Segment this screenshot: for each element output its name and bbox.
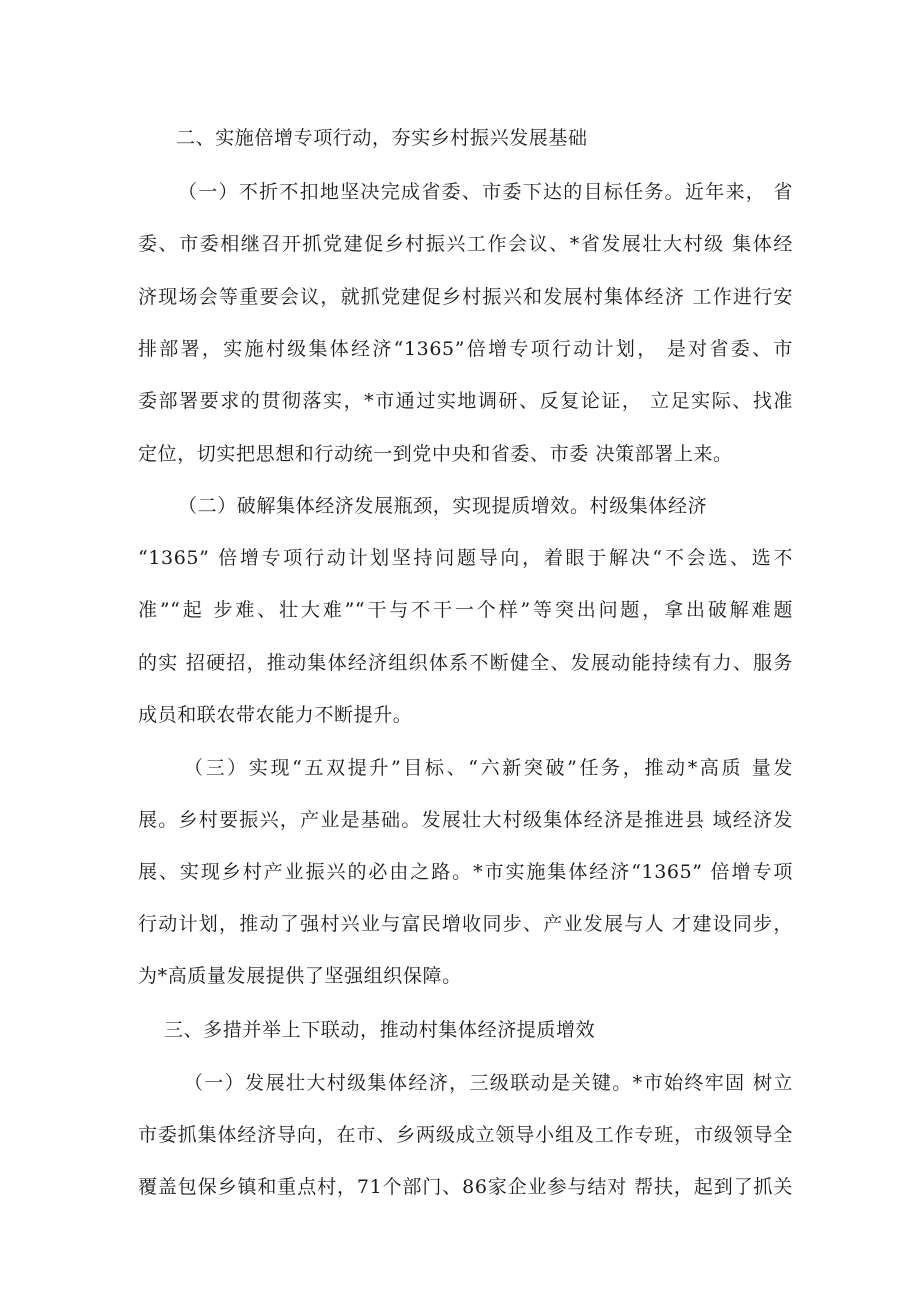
paragraph-line: （一）发展壮大村级集体经济，三级联动是关键。*市始终牢固 树立: [184, 1072, 793, 1094]
section-heading-3: 三、多措并举上下联动，推动村集体经济提质增效: [164, 1019, 596, 1041]
paragraph-line: 准”“起 步难、壮大难”“干与不干一个样”等突出问题，拿出破解难题: [138, 599, 793, 621]
paragraph-line: 市委抓集体经济导向，在市、乡两级成立领导小组及工作专班，市级领导全: [138, 1124, 793, 1146]
paragraph-line: 的实 招硬招，推动集体经济组织体系不断健全、发展动能持续有力、服务: [138, 652, 793, 674]
paragraph-line: 委部署要求的贯彻落实，*市通过实地调研、反复论证， 立足实际、找准: [138, 390, 793, 412]
paragraph-line: 定位，切实把思想和行动统一到党中央和省委、市委 决策部署上来。: [138, 443, 733, 465]
paragraph-line: 成员和联农带农能力不断提升。: [138, 704, 413, 726]
paragraph-line: 济现场会等重要会议，就抓党建促乡村振兴和发展村集体经济 工作进行安: [138, 286, 793, 308]
paragraph-line: （三）实现“五双提升”目标、“六新突破”任务，推动*高质 量发: [184, 757, 793, 779]
paragraph-line: 排部署，实施村级集体经济“1365”倍增专项行动计划， 是对省委、市: [138, 338, 793, 360]
paragraph-line: “1365” 倍增专项行动计划坚持问题导向，着眼于解决“不会选、选不: [138, 547, 793, 569]
paragraph-line: 行动计划，推动了强村兴业与富民增收同步、产业发展与人 才建设同步，: [138, 913, 793, 935]
paragraph-line: 展。乡村要振兴，产业是基础。发展壮大村级集体经济是推进县 域经济发: [138, 809, 793, 831]
paragraph-line: 展、实现乡村产业振兴的必由之路。*市实施集体经济“1365” 倍增专项: [138, 861, 793, 883]
paragraph-line: （一）不折不扣地坚决完成省委、市委下达的目标任务。近年来， 省: [178, 181, 793, 203]
paragraph-line: 覆盖包保乡镇和重点村，71个部门、86家企业参与结对 帮扶，起到了抓关: [138, 1176, 793, 1198]
paragraph-line: 委、市委相继召开抓党建促乡村振兴工作会议、*省发展壮大村级 集体经: [138, 233, 793, 255]
paragraph-line: 为*高质量发展提供了坚强组织保障。: [138, 965, 462, 987]
section-heading-2: 二、实施倍增专项行动，夯实乡村振兴发展基础: [176, 127, 588, 149]
paragraph-line: （二）破解集体经济发展瓶颈，实现提质增效。村级集体经济: [178, 495, 708, 517]
